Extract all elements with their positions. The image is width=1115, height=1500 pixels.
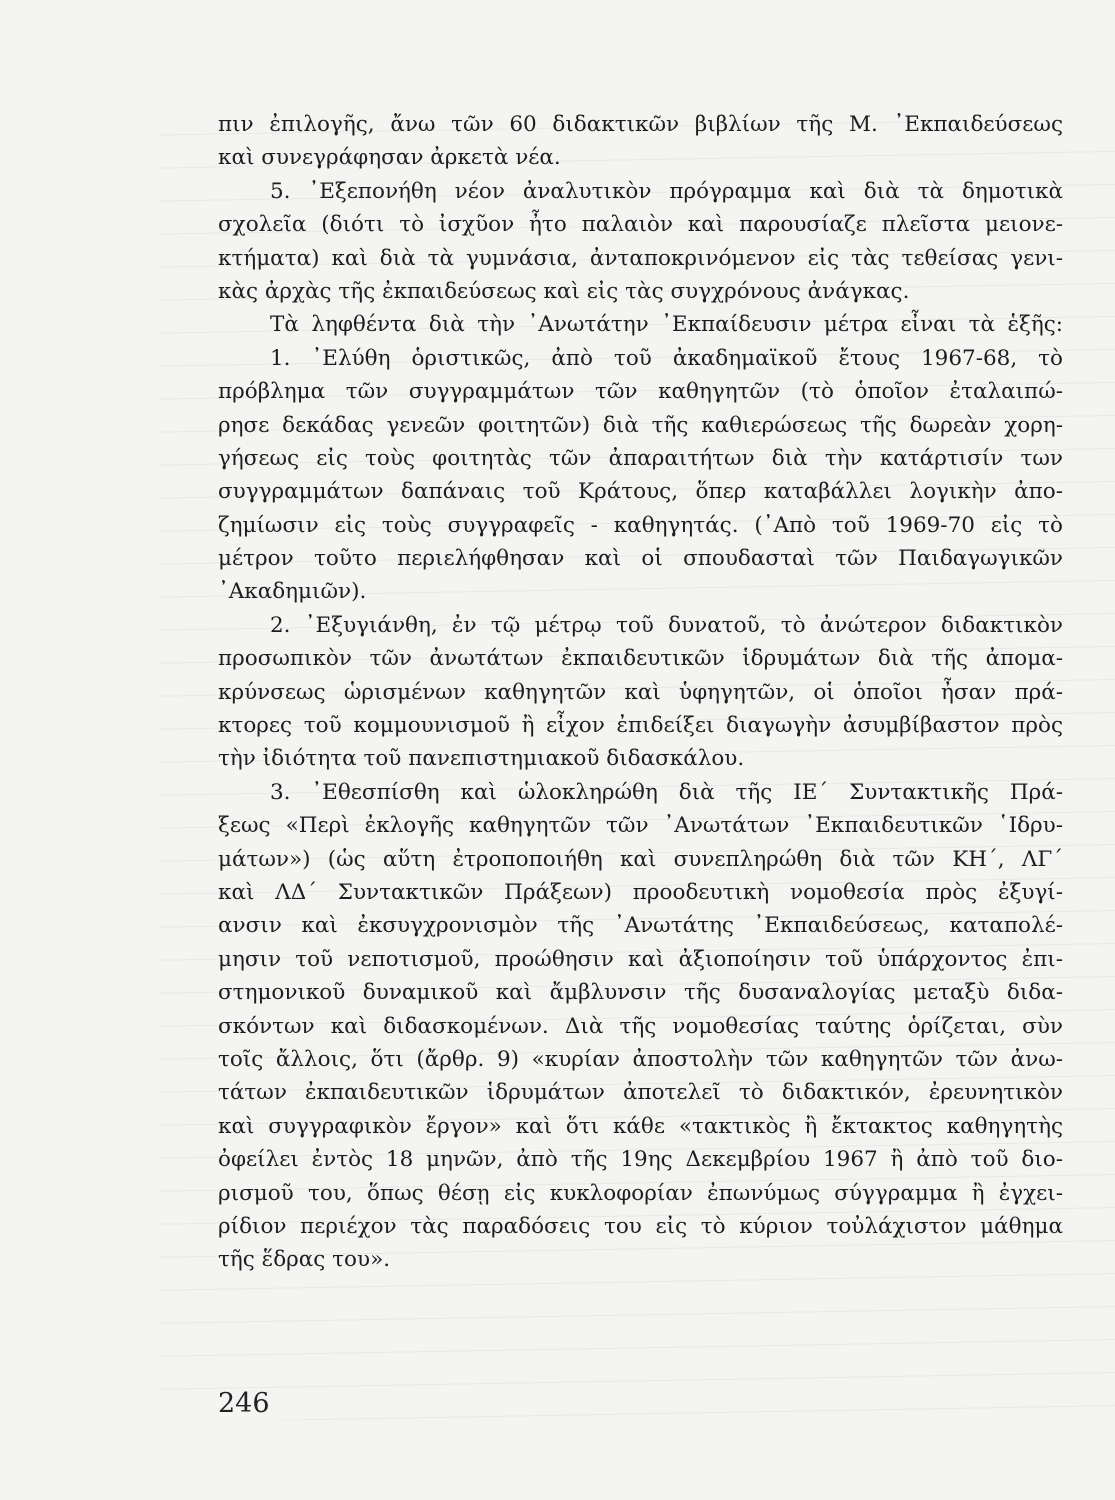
text-line: μέτρον τοῦτο περιελήφθησαν καὶ οἱ σπουδασταὶ τῶν Παιδαγωγικῶν [218,546,1063,572]
text-line: κτήματα) καὶ διὰ τὰ γυμνάσια, ἀνταποκρινόμενον εἰς τὰς τεθείσας γενι- [218,245,1063,271]
text-line: μησιν τοῦ νεποτισμοῦ, προώθησιν καὶ ἀξιοποίησιν τοῦ ὑπάρχοντος ἐπι- [218,946,1063,972]
text-line: ξεως «Περὶ ἐκλογῆς καθηγητῶν τῶν ᾿Ανωτάτων ᾿Εκπαιδευτικῶν ῾Ιδρυ- [218,813,1063,839]
text-line: κτορες τοῦ κομμουνισμοῦ ἢ εἶχον ἐπιδείξει διαγωγὴν ἀσυμβίβαστον πρὸς [218,713,1063,739]
text-line: καὶ ΛΔ΄ Συντακτικῶν Πράξεων) προοδευτικὴ νομοθεσία πρὸς ἐξυγί- [218,879,1063,905]
text-line: πρόβλημα τῶν συγγραμμάτων τῶν καθηγητῶν (τὸ ὁποῖον ἐταλαιπώ- [218,379,1063,405]
text-line: καὶ συνεγράφησαν ἀρκετὰ νέα. [218,145,561,171]
text-line: στημονικοῦ δυναμικοῦ καὶ ἄμβλυνσιν τῆς δυσαναλογίας μεταξὺ διδα- [218,980,1063,1006]
text-line: Τὰ ληφθέντα διὰ τὴν ᾿Ανωτάτην ᾿Εκπαίδευσιν μέτρα εἶναι τὰ ἑξῆς: [270,312,1063,338]
body-text [218,108,1063,1277]
text-line: προσωπικὸν τῶν ἀνωτάτων ἐκπαιδευτικῶν ἱδρυμάτων διὰ τῆς ἀπομα- [218,646,1063,672]
text-line: τῆς ἕδρας του». [218,1247,391,1273]
text-line: κὰς ἀρχὰς τῆς ἐκπαιδεύσεως καὶ εἰς τὰς συγχρόνους ἀνάγκας. [218,278,910,304]
text-line: σχολεῖα (διότι τὸ ἰσχῦον ἦτο παλαιὸν καὶ παρουσίαζε πλεῖστα μειονε- [218,212,1063,238]
text-line: τὴν ἰδιότητα τοῦ πανεπιστημιακοῦ διδασκάλου. [218,746,745,772]
text-line: ζημίωσιν εἰς τοὺς συγγραφεῖς - καθηγητάς. (᾿Απὸ τοῦ 1969-70 εἰς τὸ [218,512,1063,538]
text-line: ρισμοῦ του, ὅπως θέσῃ εἰς κυκλοφορίαν ἐπωνύμως σύγγραμμα ἢ ἐγχει- [218,1180,1063,1206]
text-line: 3. ᾿Εθεσπίσθη καὶ ὡλοκληρώθη διὰ τῆς ΙΕ΄ Συντακτικῆς Πρά- [270,779,1063,805]
text-line: συγγραμμάτων δαπάναις τοῦ Κράτους, ὅπερ καταβάλλει λογικὴν ἀπο- [218,479,1063,505]
text-line: ρίδιον περιέχον τὰς παραδόσεις του εἰς τὸ κύριον τοὐλάχιστον μάθημα [218,1213,1063,1239]
text-line: ανσιν καὶ ἐκσυγχρονισμὸν τῆς ᾿Ανωτάτης ᾿Εκπαιδεύσεως, καταπολέ- [218,913,1063,939]
text-line: γήσεως εἰς τοὺς φοιτητὰς τῶν ἀπαραιτήτων διὰ τὴν κατάρτισίν των [218,445,1063,471]
text-line: μάτων») (ὡς αὕτη ἐτροποποιήθη καὶ συνεπληρώθη διὰ τῶν ΚΗ΄, ΛΓ΄ [218,846,1063,872]
text-line: κρύνσεως ὡρισμένων καθηγητῶν καὶ ὑφηγητῶν, οἱ ὁποῖοι ἦσαν πρά- [218,679,1063,705]
text-line: ᾿Ακαδημιῶν). [218,579,367,605]
text-line: ὀφείλει ἐντὸς 18 μηνῶν, ἀπὸ τῆς 19ης Δεκεμβρίου 1967 ἢ ἀπὸ τοῦ διο- [218,1147,1063,1173]
text-line: τοῖς ἄλλοις, ὅτι (ἄρθρ. 9) «κυρίαν ἀποστολὴν τῶν καθηγητῶν τῶν ἀνω- [218,1046,1063,1072]
text-line: σκόντων καὶ διδασκομένων. Διὰ τῆς νομοθεσίας ταύτης ὁρίζεται, σὺν [218,1013,1063,1039]
text-line: τάτων ἐκπαιδευτικῶν ἱδρυμάτων ἀποτελεῖ τὸ διδακτικόν, ἐρευνητικὸν [218,1080,1063,1106]
text-line: 5. ᾿Εξεπονήθη νέον ἀναλυτικὸν πρόγραμμα καὶ διὰ τὰ δημοτικὰ [270,178,1063,204]
text-line: ρησε δεκάδας γενεῶν φοιτητῶν) διὰ τῆς καθιερώσεως τῆς δωρεὰν χορη- [218,412,1063,438]
text-line: 1. ᾿Ελύθη ὁριστικῶς, ἀπὸ τοῦ ἀκαδημαϊκοῦ ἔτους 1967-68, τὸ [270,345,1063,371]
text-line: πιν ἐπιλογῆς, ἄνω τῶν 60 διδακτικῶν βιβλίων τῆς Μ. ᾿Εκπαιδεύσεως [218,112,1063,137]
text-line: 2. ᾿Εξυγιάνθη, ἐν τῷ μέτρῳ τοῦ δυνατοῦ, τὸ ἀνώτερον διδακτικὸν [270,612,1063,638]
page-number: 246 [218,1388,270,1419]
text-line: καὶ συγγραφικὸν ἔργον» καὶ ὅτι κάθε «τακτικὸς ἢ ἔκτακτος καθηγητὴς [218,1113,1063,1139]
